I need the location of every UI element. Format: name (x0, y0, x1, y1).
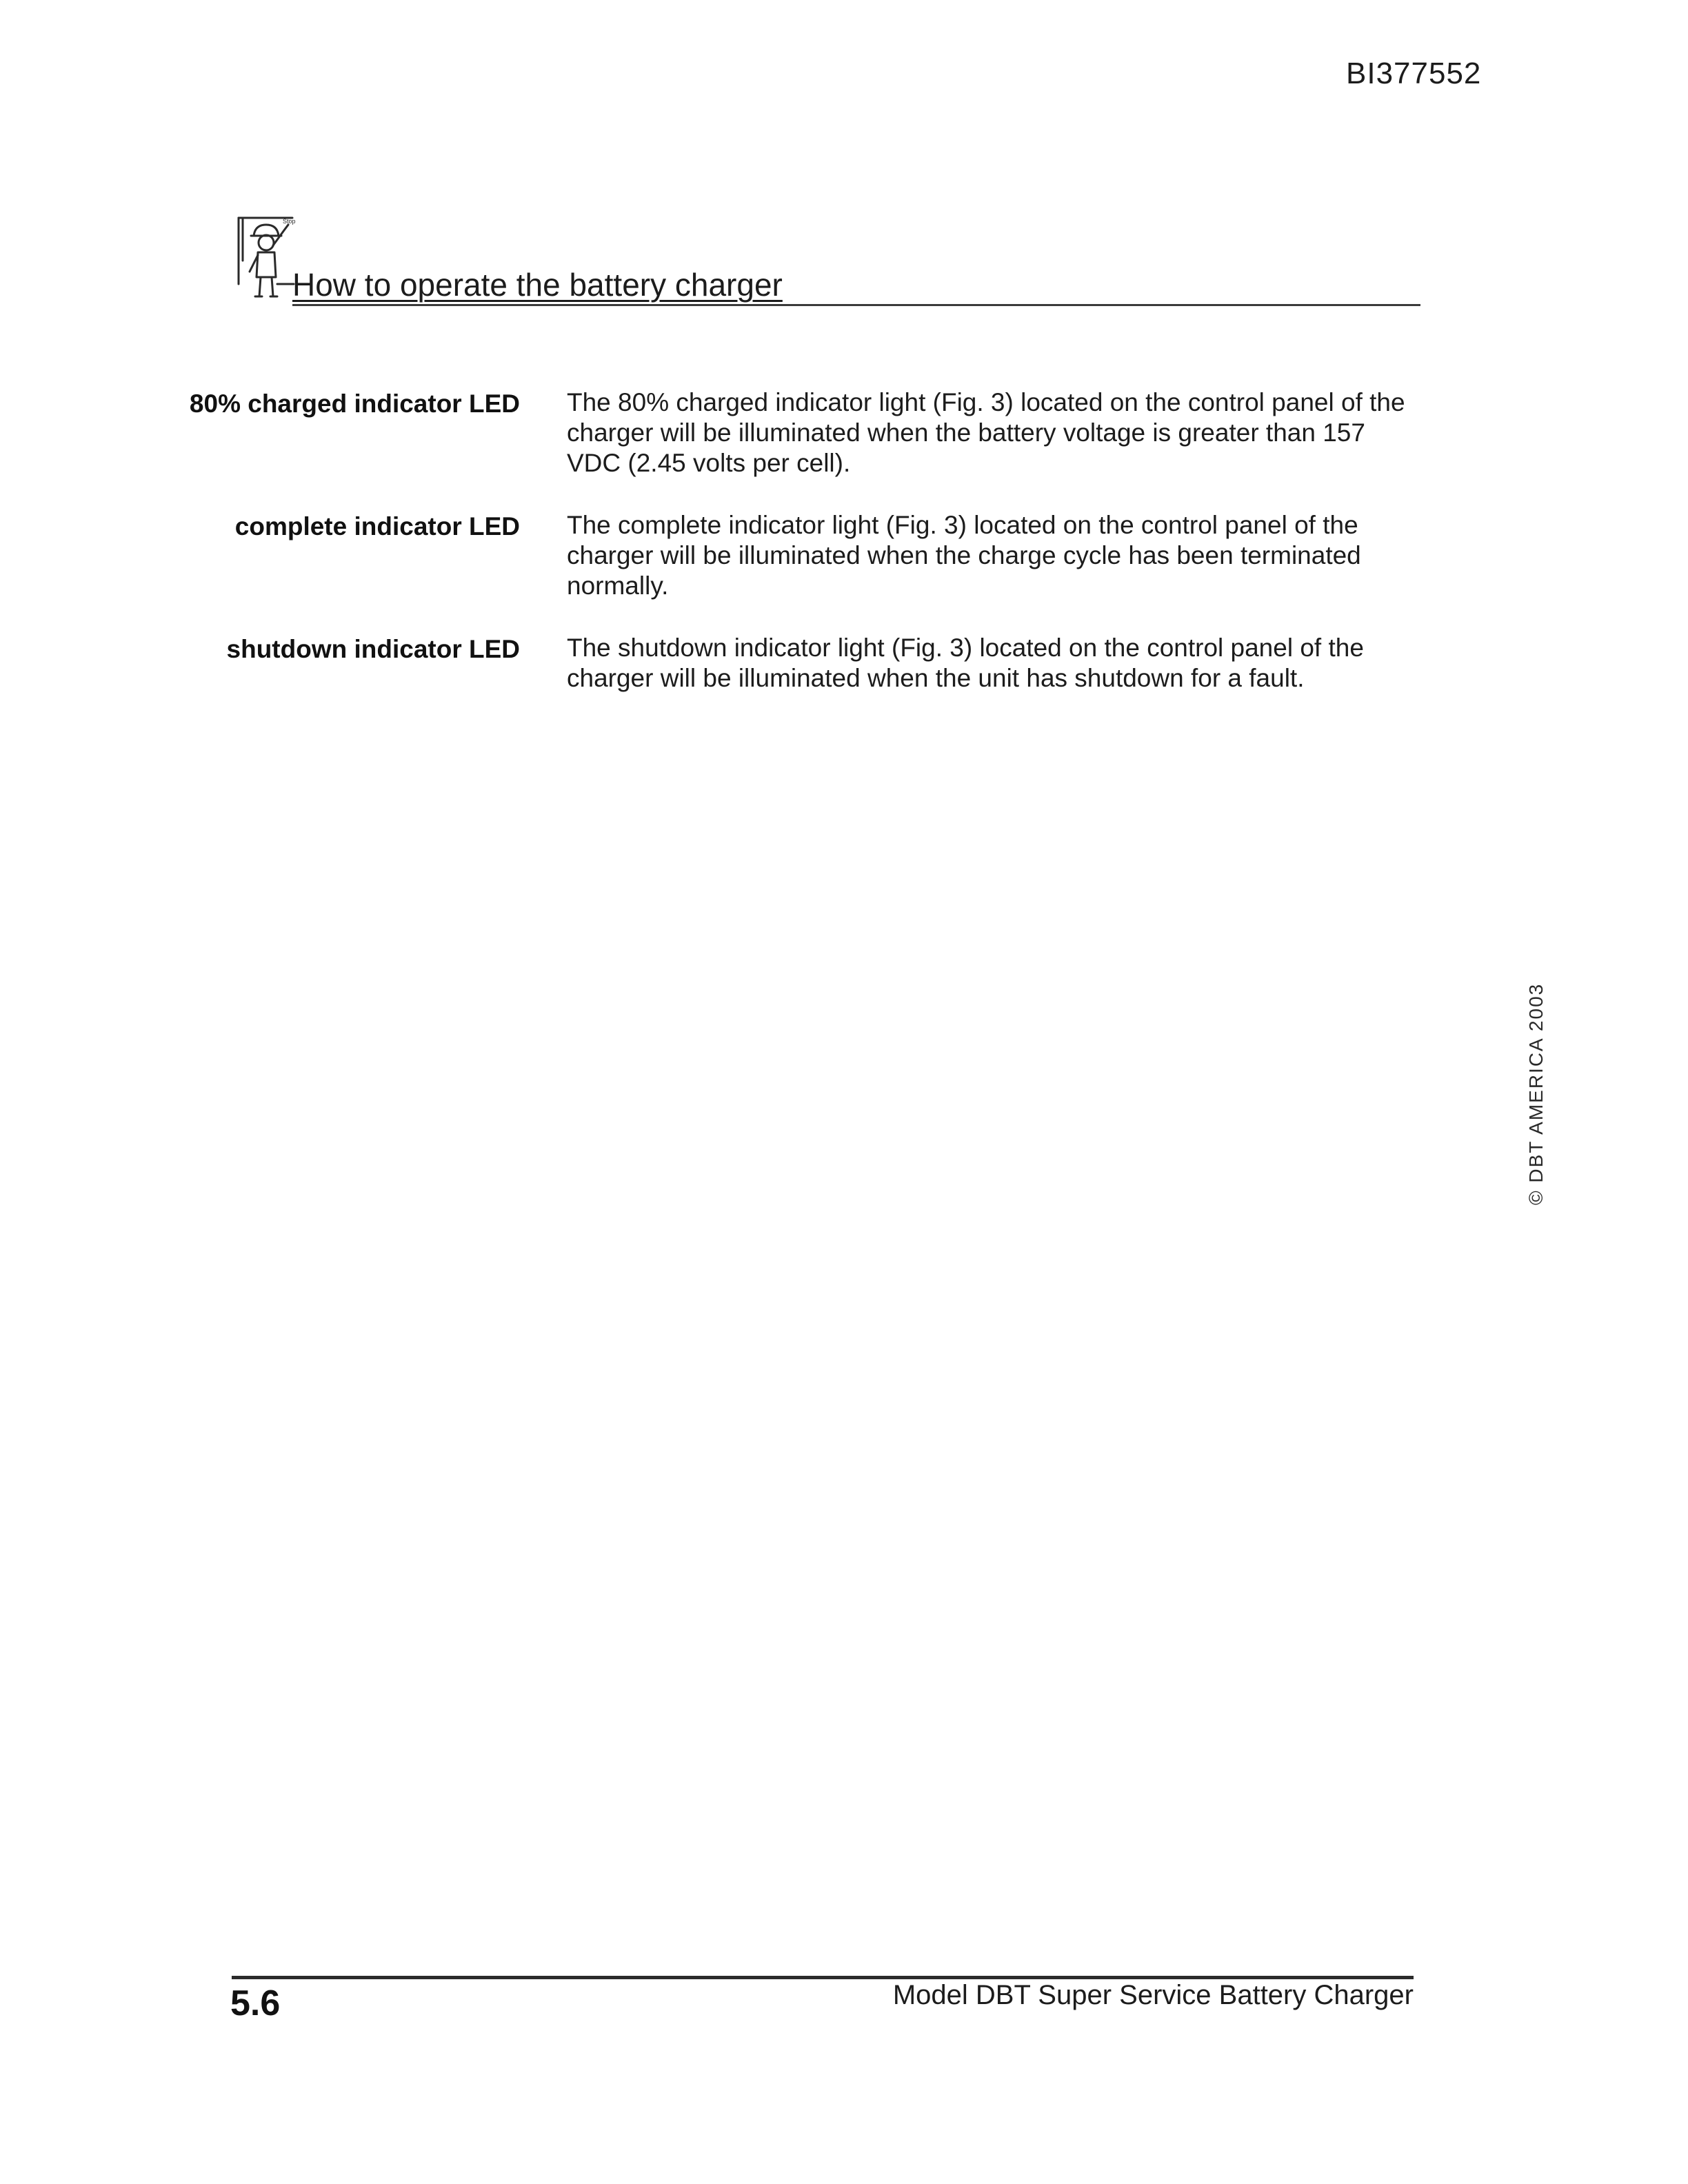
definition-row (165, 633, 1420, 694)
footer-title: Model DBT Super Service Battery Charger (892, 1980, 1414, 2010)
definition-term: shutdown indicator LED (226, 635, 520, 663)
definition-description: The shutdown indicator light (Fig. 3) located on the control panel of the charger will be illuminated when the unit has shutdown for a fault. (567, 634, 1364, 692)
definition-description: The complete indicator light (Fig. 3) located on the control panel of the charger will be illuminated when the charge cycle has been terminated normally. (567, 511, 1361, 600)
definition-row (165, 387, 1420, 478)
section-header (234, 212, 1420, 309)
definition-description: The 80% charged indicator light (Fig. 3) located on the control panel of the charger will be illuminated when the battery voltage is greater than 157 VDC (2.45 volts per cell). (567, 388, 1405, 477)
definition-list (165, 387, 1420, 694)
definition-row (165, 510, 1420, 601)
definition-term: 80% charged indicator LED (189, 390, 520, 418)
header-rule (292, 304, 1420, 306)
copyright-text: © DBT AMERICA 2003 (1525, 982, 1547, 1205)
footer-rule (232, 1976, 1414, 1979)
page-number: 5.6 (230, 1983, 281, 2023)
svg-text:Stop: Stop (283, 218, 296, 225)
definition-term: complete indicator LED (234, 512, 520, 540)
section-title: How to operate the battery charger (292, 267, 783, 303)
worker-icon (234, 212, 297, 301)
document-id: BI377552 (1346, 57, 1482, 90)
